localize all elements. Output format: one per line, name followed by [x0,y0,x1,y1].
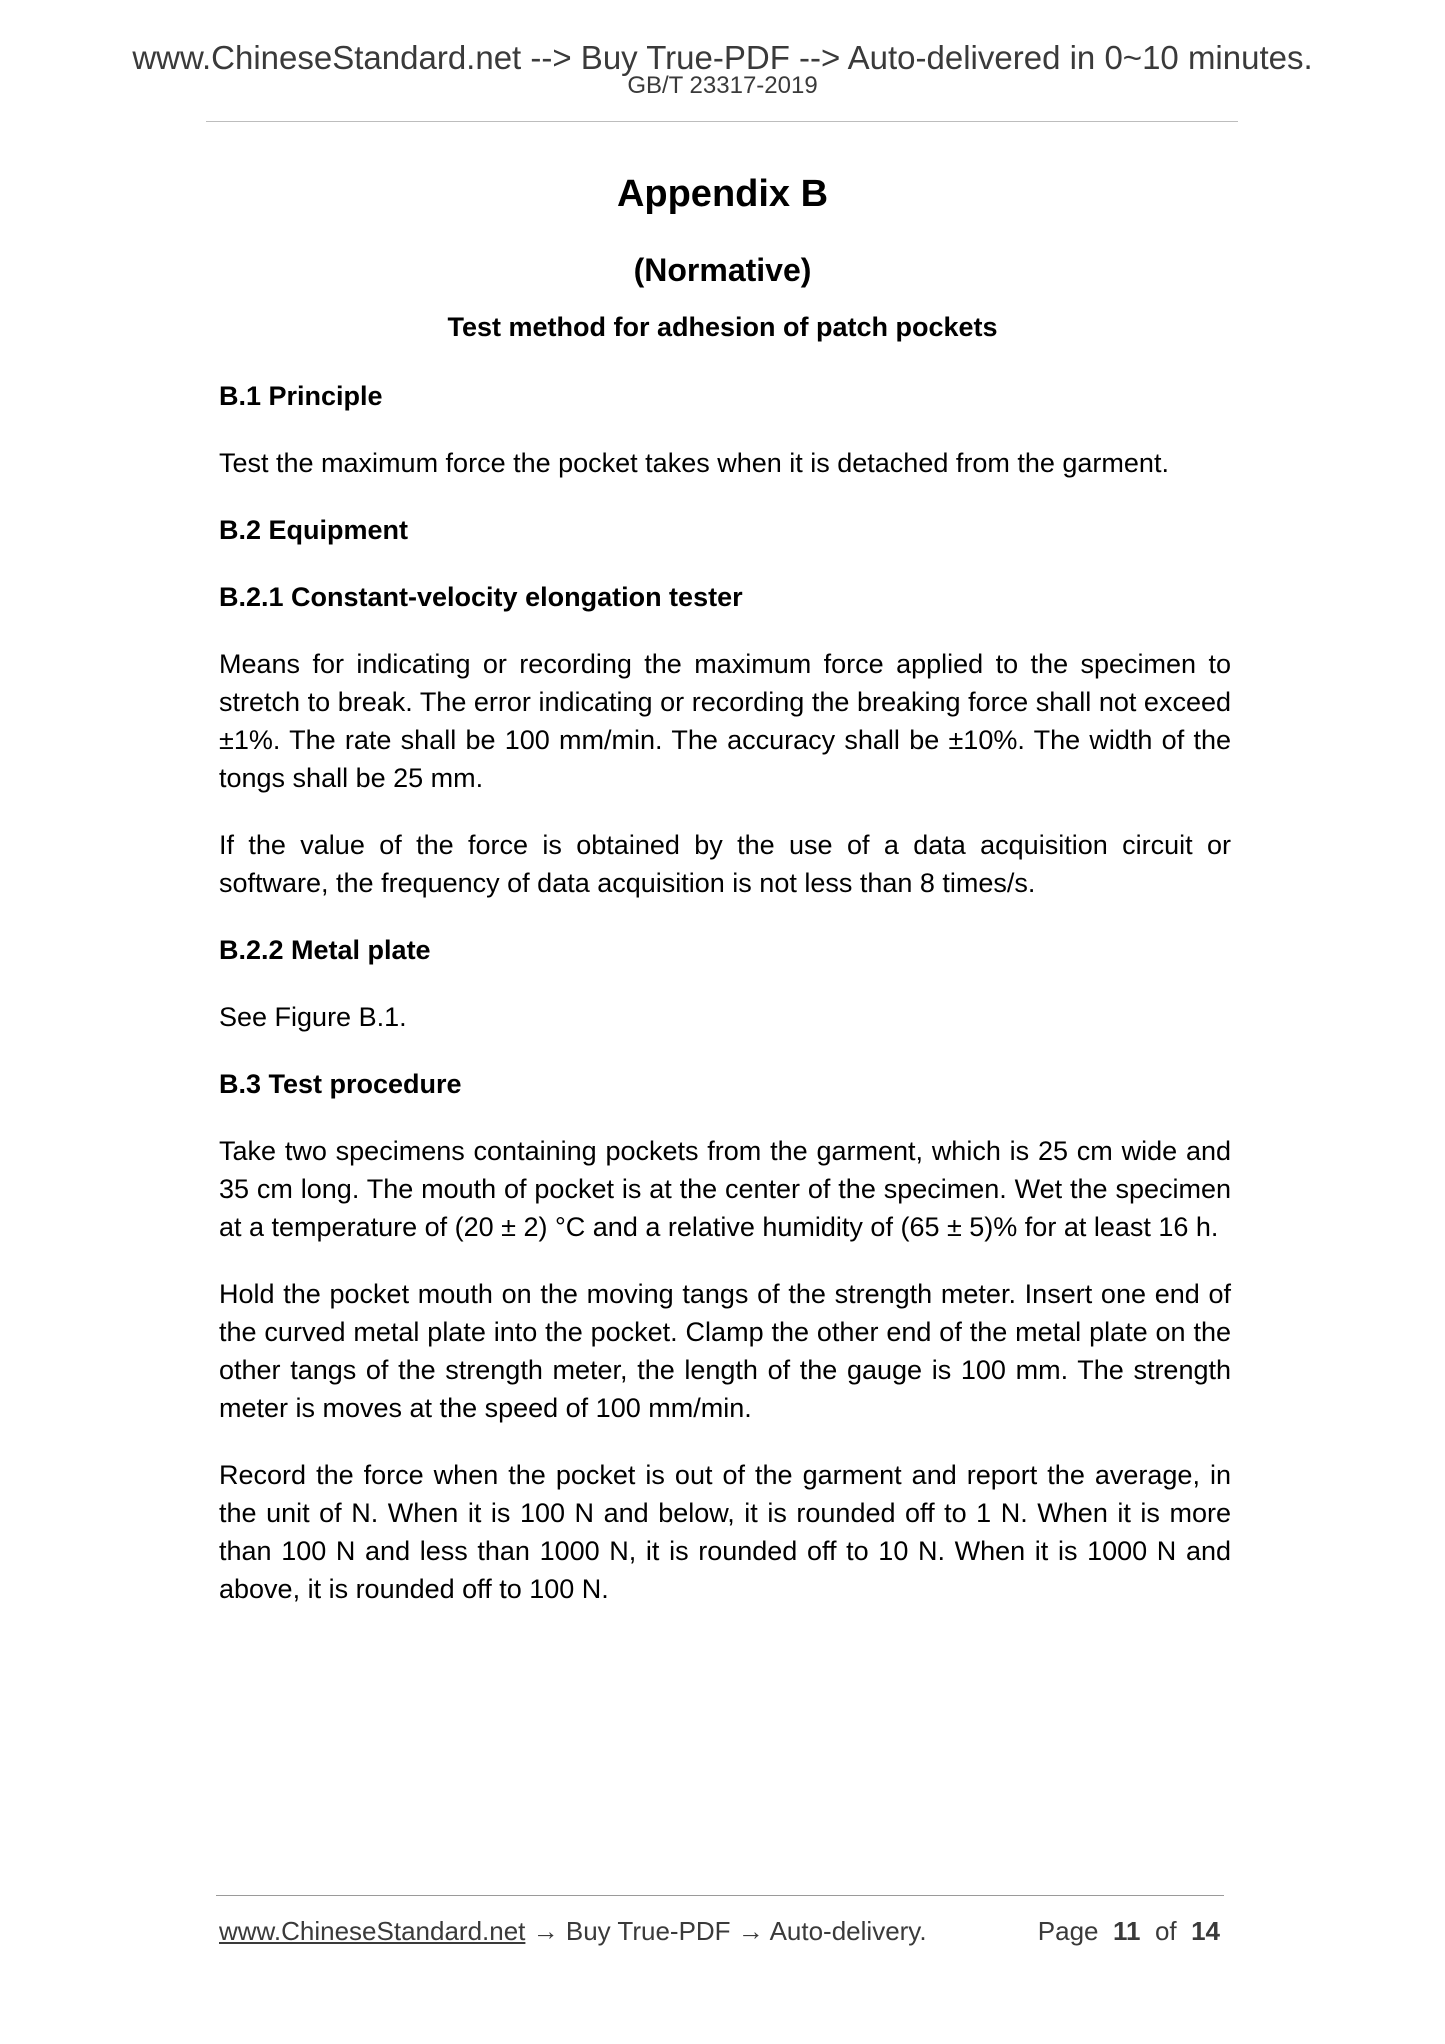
standard-number: GB/T 23317-2019 [627,72,818,99]
appendix-title: Appendix B [616,173,829,215]
section-heading-b2: B.2 Equipment [219,515,409,545]
section-text-b3-para2: Hold the pocket mouth on the moving tangs of the strength meter. Insert one end of the curved metal plate into the pocket. Clamp the other end of the metal plate on the other tangs of the strength meter, the length of the gauge is 100 mm. The strength meter is moves at the speed of 100 mm/min. [219,1279,1231,1423]
page-number: 11 [1112,1916,1141,1946]
page-label: Page [1037,1916,1099,1946]
section-text-b1: Test the maximum force the pocket takes when it is detached from the garment. [219,448,1169,478]
document-body [219,377,1231,1637]
section-text-b22: See Figure B.1. [219,1002,407,1032]
section-text-b21-para2: If the value of the force is obtained by the use of a data acquisition circuit or software, the frequency of data acquisition is not less than 8 times/s. [219,830,1231,898]
section-heading-b3: B.3 Test procedure [219,1069,462,1099]
section-text-b3-para1: Take two specimens containing pockets from the garment, which is 25 cm wide and 35 cm long. The mouth of pocket is at the center of the specimen. Wet the specimen at a temperature of (20 ± 2) °C and a relative humidity of (65 ± 5)% for at least 16 h. [219,1136,1231,1242]
of-label: of [1154,1916,1177,1946]
page-indicator [1038,1914,1220,1948]
page-total: 14 [1191,1916,1220,1946]
section-heading-b22: B.2.2 Metal plate [219,935,431,965]
section-text-b3-para3: Record the force when the pocket is out of the garment and report the average, in the unit of N. When it is 100 N and below, it is rounded off to 1 N. When it is more than 100 N and less than 1000 N, it is rounded off to 10 N. When it is 1000 N and above, it is rounded off to 100 N. [219,1460,1231,1604]
appendix-type: (Normative) [633,252,812,288]
footer-tagline: → Buy True-PDF → Auto-delivery. [525,1916,927,1946]
header-divider [206,121,1238,122]
footer-site-link[interactable]: www.ChineseStandard.net [219,1916,526,1946]
footer-left [219,1914,927,1948]
section-text-b21-para1: Means for indicating or recording the maximum force applied to the specimen to stretch to break. The error indicating or recording the breaking force shall not exceed ±1%. The rate shall be 100 mm/min. The accuracy shall be ±10%. The width of the tongs shall be 25 mm. [219,649,1231,793]
page-footer [219,1914,1224,1948]
header-banner: www.ChineseStandard.net --> Buy True-PDF --> Auto-delivered in 0~10 minutes. [132,39,1313,76]
appendix-subtitle: Test method for adhesion of patch pockets [447,312,998,342]
section-heading-b1: B.1 Principle [219,381,383,411]
section-heading-b21: B.2.1 Constant-velocity elongation tester [219,582,743,612]
footer-divider [216,1895,1224,1896]
